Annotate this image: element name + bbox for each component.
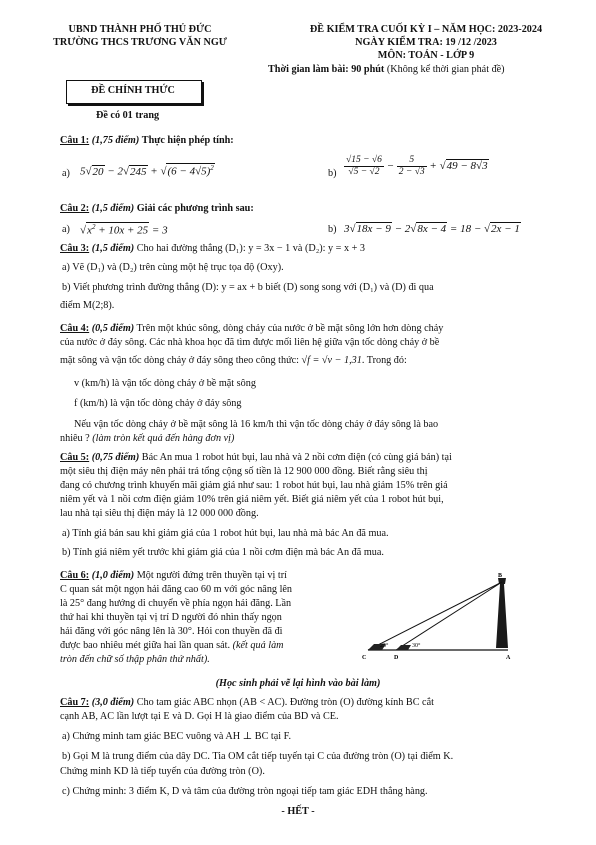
lighthouse-figure — [358, 572, 530, 664]
q2a-expression: $√x^2 + 10x + 25 = 3$ — [80, 223, 168, 237]
q4-line2: của nước ở đáy sông. Các nhà khoa học đã tìm được mối liên hệ giữa vận tốc dòng chảy ở bề — [60, 337, 440, 348]
point-c-label: C — [362, 655, 367, 661]
q1a-expression: $5√20 - 2√245 + √(6 - 4√5)^2$ — [80, 164, 214, 178]
q4-formula: √f = √v − 1,31 — [301, 355, 362, 366]
q6-line1 — [60, 570, 287, 581]
q1-heading — [60, 135, 234, 146]
header-authority: UBND THÀNH PHỐ THỦ ĐỨC — [68, 24, 212, 35]
q4-text5b: (làm tròn kết quả đến hàng đơn vị) — [92, 433, 235, 444]
q4-line3 — [60, 355, 407, 366]
q3-heading — [60, 243, 365, 254]
header-time-label: Thời gian làm bài: 90 phút — [268, 64, 385, 75]
q3-text: Cho hai đường thẳng (D₁): y = 3x − 1 và (D₂): y = x + 3 — [136, 243, 365, 254]
header-exam-date: NGÀY KIỂM TRA: 19 /12 /2023 — [355, 37, 497, 48]
q5-label: Câu 5: — [60, 452, 90, 463]
q6-label: Câu 6: — [60, 570, 90, 581]
q5-line1 — [60, 452, 452, 463]
q4-points: (0,5 điểm) — [91, 323, 135, 334]
sight-line-c — [368, 582, 502, 650]
q2-heading — [60, 203, 254, 214]
q5a: a) Tính giá bán sau khi giảm giá của 1 robot hút bụi, lau nhà mà bác An đã mua. — [62, 528, 389, 539]
q7a: a) Chứng minh tam giác BEC vuông và AH ⊥ BC tại F. — [62, 731, 292, 742]
angle-30-label: 30° — [412, 643, 421, 649]
header-time-note: (Không kể thời gian phát đề) — [386, 64, 505, 75]
q7b-line1: b) Gọi M là trung điểm của dây DC. Tia OM cắt tiếp tuyến tại C của đường tròn (O) tại điểm K. — [62, 751, 454, 762]
q7c: c) Chứng minh: 3 điểm K, D và tâm của đường tròn ngoại tiếp tam giác EDH thẳng hàng. — [62, 786, 428, 797]
q6-text1: Một người đứng trên thuyền tại vị trí — [136, 570, 287, 581]
q6-line4: thứ hai khi thuyền tại vị trí D người đó nhìn thấy ngọn — [60, 612, 282, 623]
q4-line5 — [60, 433, 234, 444]
point-b-label: B — [498, 573, 503, 579]
q5-points: (0,75 điểm) — [91, 452, 140, 463]
q7-label: Câu 7: — [60, 697, 90, 708]
q4-text5a: nhiêu ? — [60, 433, 90, 444]
q4-var-v: v (km/h) là vận tốc dòng chảy ở bề mặt sông — [74, 378, 256, 389]
q6-line3: là 25° đang hướng di chuyển về phía ngọn hải đăng. Lần — [60, 598, 292, 609]
q7-points: (3,0 điểm) — [91, 697, 135, 708]
q6-text6a: được bao nhiêu mét giữa hai lần quan sát. — [60, 640, 231, 651]
q3b-line2: điểm M(2;8). — [60, 300, 115, 311]
q1b-label: b) — [328, 168, 337, 179]
sight-line-d — [396, 582, 502, 650]
header-school: TRƯỜNG THCS TRƯƠNG VĂN NGƯ — [53, 37, 227, 48]
q5-line3: đang có chương trình khuyến mãi giảm giá như sau: 1 robot hút bụi, lau nhà giảm 15% trên giá — [60, 480, 448, 491]
q4-text1: Trên một khúc sông, dòng chảy của nước ở bề mặt sông lớn hơn dòng chảy — [136, 323, 444, 334]
q5-line5: lau nhà tại siêu thị điện máy là 12 000 000 đồng. — [60, 508, 259, 519]
point-d-label: D — [394, 655, 399, 661]
angle-25-label: 25° — [380, 643, 389, 649]
q5b: b) Tính giá niêm yết trước khi giảm giá của 1 nồi cơm điện mà bác An đã mua. — [62, 547, 384, 558]
official-label: ĐỀ CHÍNH THỨC — [91, 85, 175, 96]
q1-label: Câu 1: — [60, 135, 90, 146]
lighthouse-shape — [496, 584, 508, 648]
q6-drawing-note: (Học sinh phải vẽ lại hình vào bài làm) — [215, 678, 381, 689]
q3-label: Câu 3: — [60, 243, 90, 254]
end-marker: - HẾT - — [281, 806, 315, 817]
q2b-label: b) — [328, 224, 337, 235]
q2b-expression: 3√18x − 9 − 2√8x − 4 = 18 − √2x − 1 — [344, 223, 520, 235]
q2a-label: a) — [62, 224, 70, 235]
q4-line4: Nếu vận tốc dòng chảy ở bề mặt sông là 16 km/h thì vận tốc dòng chảy ở đáy sông là bao — [74, 419, 439, 430]
q2-points: (1,5 điểm) — [91, 203, 135, 214]
header-subject: MÔN: TOÁN - LỚP 9 — [377, 50, 475, 61]
page-count: Đề có 01 trang — [96, 110, 160, 121]
q4-var-f: f (km/h) là vận tốc dòng chảy ở đáy sông — [74, 398, 242, 409]
q5-text1: Bác An mua 1 robot hút bụi, lau nhà và 2 nồi cơm điện (có cùng giá bán) tại — [141, 452, 452, 463]
header-time — [268, 64, 505, 75]
q4-text3-end: . Trong đó: — [361, 355, 407, 366]
q4-label: Câu 4: — [60, 323, 90, 334]
q7-line2: cạnh AB, AC lần lượt tại E và D. Gọi H là giao điểm của BD và CE. — [60, 711, 339, 722]
q1a-label: a) — [62, 168, 70, 179]
q2-label: Câu 2: — [60, 203, 90, 214]
q4-line1 — [60, 323, 443, 334]
q5-line4: niêm yết và 1 nồi cơm điện giảm 10% trên giá niêm yết. Biết giá niêm yết của 1 robot hút bụi, — [60, 494, 444, 505]
point-a-label: A — [506, 655, 511, 661]
header-exam-title: ĐỀ KIỂM TRA CUỐI KỲ I – NĂM HỌC: 2023-2024 — [309, 24, 543, 35]
q6-line2: C quan sát một ngọn hải đăng cao 60 m với góc nâng lên — [60, 584, 293, 595]
q3b-line1: b) Viết phương trình đường thẳng (D): y = ax + b biết (D) song song với (D₁) và (D) đi qua — [62, 282, 434, 293]
q6-points: (1,0 điểm) — [91, 570, 135, 581]
q6-line5: hải đăng với góc nâng lên là 30°. Hỏi con thuyền đã đi — [60, 626, 283, 637]
q4-text3: mặt sông và vận tốc dòng chảy ở đáy sông theo công thức: — [60, 355, 299, 366]
q2-title: Giải các phương trình sau: — [136, 203, 254, 214]
q1-points: (1,75 điểm) — [91, 135, 140, 146]
q5-line2: một siêu thị điện máy nên phải trả tổng cộng số tiền là 12 900 000 đồng. Biết rằng siêu thị — [60, 466, 428, 477]
boat-d-icon — [396, 645, 411, 650]
q6-text6b: (kết quả làm — [232, 640, 284, 651]
q1b-expression: $\frac{√15 - √6}{√5 - √2}$ − $\frac{5}{2 - √3}$ + √49 − 8√3 — [346, 155, 488, 177]
q7-line1 — [60, 697, 434, 708]
q1-title: Thực hiện phép tính: — [141, 135, 234, 146]
q7-text1: Cho tam giác ABC nhọn (AB < AC). Đường tròn (O) đường kính BC cắt — [136, 697, 434, 708]
q3a: a) Vẽ (D₁) và (D₂) trên cùng một hệ trục tọa độ (Oxy). — [62, 262, 284, 273]
q6-line6 — [60, 640, 284, 651]
q7b-line2: Chứng minh KD là tiếp tuyến của đường tròn (O). — [60, 766, 265, 777]
q6-line7: tròn đến chữ số thập phân thứ nhất). — [60, 654, 210, 665]
q3-points: (1,5 điểm) — [91, 243, 135, 254]
